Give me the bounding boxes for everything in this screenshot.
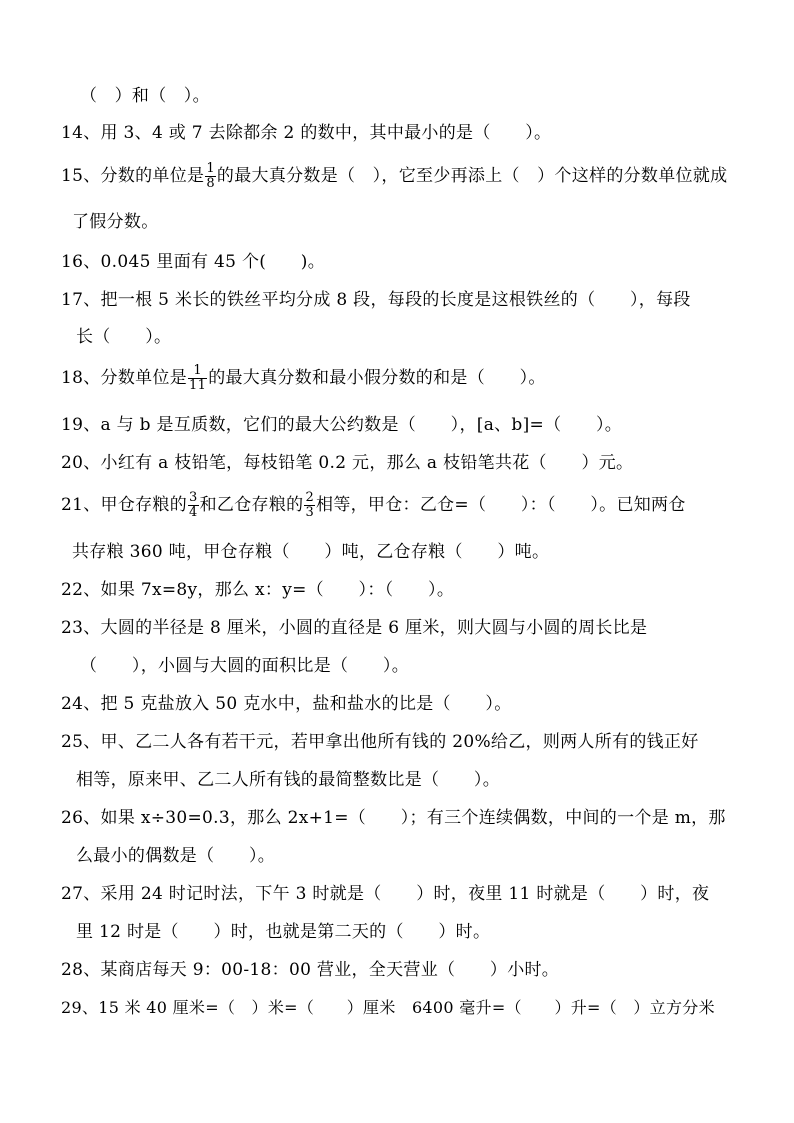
q15-text-pre: 15、分数的单位是	[61, 166, 205, 186]
question-23-line2: （ ），小圆与大圆的面积比是（ ）。	[80, 656, 409, 676]
question-16: 16、0.045 里面有 45 个( )。	[61, 252, 326, 272]
frac-numerator: 1	[206, 161, 215, 176]
fraction-two-thirds	[304, 491, 315, 520]
frac-denominator: 11	[189, 378, 207, 393]
question-20: 20、小红有 a 枝铅笔，每枝铅笔 0.2 元，那么 a 枝铅笔共花（ ）元。	[61, 453, 634, 473]
question-26: 26、如果 x÷30=0.3，那么 2x+1=（ ）；有三个连续偶数，中间的一个是 m，那	[61, 808, 726, 828]
q18-text-post: 的最大真分数和最小假分数的和是（ ）。	[208, 368, 546, 388]
question-15	[61, 158, 727, 194]
fraction-one-eleventh	[188, 364, 207, 393]
question-17: 17、把一根 5 米长的铁丝平均分成 8 段，每段的长度是这根铁丝的（ ），每段	[61, 290, 691, 310]
question-14: 14、用 3、4 或 7 去除都余 2 的数中，其中最小的是（ ）。	[61, 123, 552, 143]
frac-numerator: 1	[188, 364, 207, 379]
question-28: 28、某商店每天 9：00-18：00 营业，全天营业（ ）小时。	[61, 960, 560, 980]
q21-text-post: 相等，甲仓：乙仓=（ ）：（ ）。已知两仓	[316, 495, 686, 515]
question-19: 19、a 与 b 是互质数，它们的最大公约数是（ ），[a、b]=（ ）。	[61, 415, 623, 435]
question-25: 25、甲、乙二人各有若干元，若甲拿出他所有钱的 20%给乙，则两人所有的钱正好	[61, 732, 699, 752]
frac-denominator: 8	[206, 176, 215, 191]
fraction-one-eighth	[205, 162, 216, 191]
question-21	[61, 487, 686, 523]
question-24: 24、把 5 克盐放入 50 克水中，盐和盐水的比是（ ）。	[61, 694, 512, 714]
q21-text-pre: 21、甲仓存粮的	[61, 495, 188, 515]
q18-text-pre: 18、分数单位是	[61, 368, 188, 388]
question-27-line2: 里 12 时是（ ）时，也就是第二天的（ ）时。	[76, 922, 491, 942]
question-18	[61, 360, 546, 396]
question-26-line2: 么最小的偶数是（ ）。	[76, 846, 276, 866]
question-21-line2: 共存粮 360 吨，甲仓存粮（ ）吨，乙仓存粮（ ）吨。	[72, 542, 550, 562]
frac-numerator: 3	[189, 490, 198, 505]
frac-denominator: 3	[305, 505, 315, 520]
question-23: 23、大圆的半径是 8 厘米，小圆的直径是 6 厘米，则大圆与小圆的周长比是	[61, 618, 648, 638]
q21-text-mid: 和乙仓存粮的	[199, 495, 304, 515]
fraction-three-fourths	[188, 491, 199, 520]
question-17-line2: 长（ ）。	[76, 327, 172, 347]
question-15-line2: 了假分数。	[72, 212, 159, 232]
q15-text-post: 的最大真分数是（ ），它至少再添上（ ）个这样的分数单位就成	[216, 166, 728, 186]
question-27: 27、采用 24 时记时法，下午 3 时就是（ ）时，夜里 11 时就是（ ）时，夜	[61, 884, 710, 904]
frac-numerator: 2	[305, 490, 315, 505]
frac-denominator: 4	[189, 505, 198, 520]
question-25-line2: 相等，原来甲、乙二人所有钱的最简整数比是（ ）。	[76, 770, 500, 790]
question-29: 29、15 米 40 厘米=（ ）米=（ ）厘米 6400 毫升=（ ）升=（ ）立方分米	[61, 998, 715, 1017]
question-22: 22、如果 7x=8y，那么 x：y=（ ）：（ ）。	[61, 580, 455, 600]
q13-continuation: （ ）和（ ）。	[80, 86, 210, 106]
